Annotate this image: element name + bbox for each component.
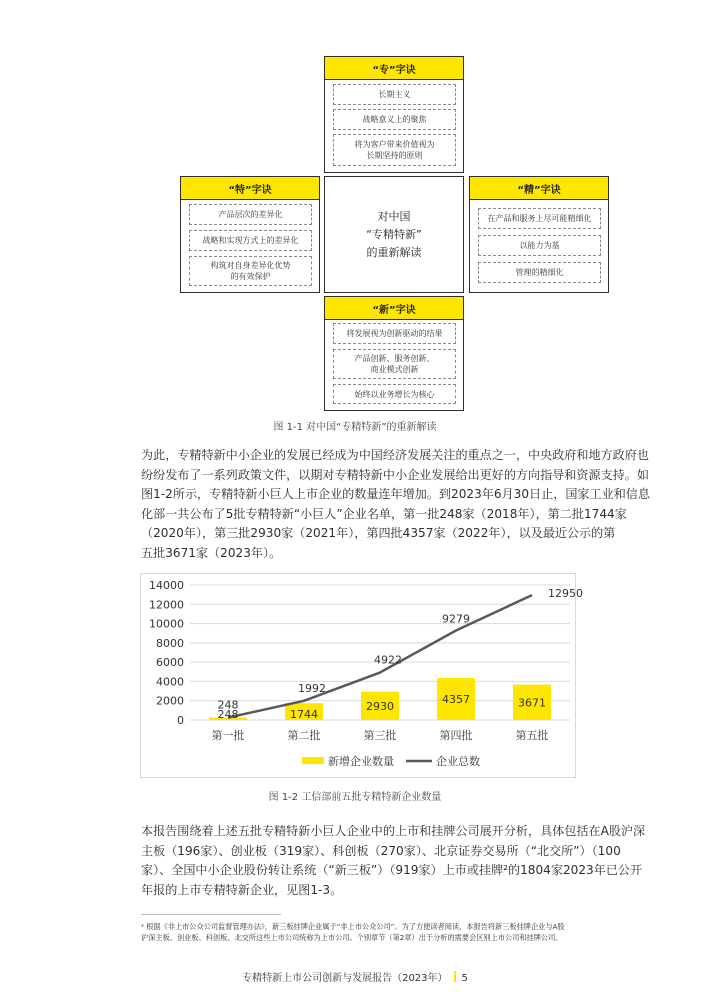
- legend-label: 企业总数: [436, 755, 480, 768]
- y-tick-label: 12000: [149, 598, 184, 612]
- te-item: 构筑对自身差异化优势 的有效保护: [189, 256, 312, 286]
- line-value-label: 12950: [548, 587, 583, 601]
- line-value-label: 4922: [374, 653, 402, 667]
- enterprise-count-chart: [140, 573, 583, 778]
- bar-value-label: 1744: [290, 708, 318, 721]
- center-line: “专精特新”: [366, 228, 422, 241]
- box-te-title: “特”字诀: [181, 177, 319, 200]
- paragraph-line: （2020年），第三批2930家（2021年），第四批4357家（2022年），以及最近公示的第: [141, 526, 616, 540]
- y-tick-label: 14000: [149, 579, 184, 592]
- line-value-label: 1992: [298, 681, 326, 695]
- jing-item: 管理的精细化: [478, 262, 601, 283]
- paragraph-line: 家）、全国中小企业股份转让系统（“新三板”）（919家）上市或挂牌²的1804家2023年已公开: [141, 863, 643, 877]
- paragraph-line: 年报的上市专精特新企业，见图1-3。: [141, 882, 343, 897]
- jing-item: 以能力为基: [478, 235, 601, 256]
- xin-item: 始终以业务增长为核心: [333, 384, 456, 404]
- zhuan-item: 战略意义上的聚焦: [333, 109, 456, 130]
- y-tick-label: 8000: [156, 636, 184, 650]
- footnote: [141, 921, 581, 943]
- x-tick-label: 第一批: [211, 729, 245, 742]
- paragraph-line: 纷纷发布了一系列政策文件，以期对专精特新中小企业发展给出更好的方向指导和资源支持。如: [141, 467, 649, 482]
- paragraph-line: 图1-2所示，专精特新小巨人上市企业的数量连年增加。到2023年6月30日止，国家工业和信息: [141, 487, 650, 501]
- box-xin-title: “新”字诀: [325, 297, 463, 320]
- page-footer: [0, 969, 710, 984]
- xin-item: 产品创新、服务创新、 商业模式创新: [333, 349, 456, 379]
- te-item: 产品层次的差异化: [189, 204, 312, 225]
- paragraph-line: 化部一共公布了5批专精特新“小巨人”企业名单，第一批248家（2018年），第二批1744家: [141, 506, 627, 521]
- legend-swatch-bar: [302, 757, 324, 764]
- bar-value-label: 3671: [518, 696, 546, 710]
- paragraph-line: 为此，专精特新中小企业的发展已经成为中国经济发展关注的重点之一，中央政府和地方政府也: [141, 448, 649, 462]
- footnote-line: 沪深主板、创业板、科创板、北交所这些上市公司统称为上市公司。个别章节（第2章）出于分析的需要会区别上市公司和挂牌公司。: [141, 933, 563, 942]
- paragraph-line: 本报告围绕着上述五批专精特新小巨人企业中的上市和挂牌公司展开分析，具体包括在A股沪深: [141, 824, 646, 838]
- figure-caption-2: 图 1-2 工信部前五批专精特新企业数量: [268, 792, 442, 803]
- paragraph-line: 五批3671家（2023年）。: [141, 545, 282, 560]
- zhuan-item: 长期主义: [333, 84, 456, 105]
- bar-value-label: 4357: [442, 692, 470, 706]
- center-line: 对中国: [377, 210, 411, 223]
- x-tick-label: 第五批: [515, 729, 549, 742]
- footnote-divider: [141, 914, 281, 915]
- y-tick-label: 2000: [156, 694, 184, 708]
- y-tick-label: 0: [177, 714, 184, 727]
- y-tick-label: 6000: [156, 656, 184, 670]
- y-tick-label: 4000: [156, 675, 184, 689]
- footer-separator: [454, 971, 456, 982]
- x-tick-label: 第二批: [287, 729, 321, 742]
- box-te: [180, 176, 320, 293]
- y-tick-label: 10000: [149, 617, 184, 631]
- footnote-line: ² 根据《非上市公众公司监督管理办法》，新三板挂牌企业属于“非上市公众公司”。为了方便读者阅读，本报告将新三板挂牌企业与A股: [141, 922, 565, 931]
- center-line: 的重新解读: [366, 246, 422, 259]
- line-value-label: 9279: [442, 612, 470, 626]
- figure-caption-1: 图 1-1 对中国“专精特新”的重新解读: [273, 422, 437, 433]
- x-tick-label: 第四批: [439, 729, 473, 742]
- zhuan-item: 将为客户带来价值视为 长期坚持的原则: [333, 134, 456, 166]
- jing-item: 在产品和服务上尽可能精细化: [478, 208, 601, 229]
- te-item: 战略和实现方式上的差异化: [189, 230, 312, 251]
- x-tick-label: 第三批: [363, 729, 397, 742]
- box-jing-title: “精”字诀: [470, 177, 608, 200]
- page-number: 5: [461, 973, 468, 984]
- bar-value-label: 2930: [366, 699, 394, 713]
- paragraph-2: [141, 822, 646, 900]
- box-xin: [324, 296, 464, 411]
- paragraph-1: [141, 446, 650, 563]
- footer-title: 专精特新上市公司创新与发展报告（2023年）: [242, 973, 448, 984]
- center-text: [325, 208, 463, 262]
- box-jing: [469, 176, 609, 293]
- line-value-label: 248: [217, 698, 239, 712]
- legend-label: 新增企业数量: [328, 755, 394, 768]
- paragraph-line: 主板（196家）、创业板（319家）、科创板（270家）、北京证券交易所（“北交所”）（100: [141, 843, 621, 858]
- box-center: [324, 176, 464, 293]
- box-zhuan-title: “专”字诀: [325, 57, 463, 80]
- box-zhuan: [324, 56, 464, 173]
- bar-value-label: 248: [217, 708, 239, 721]
- xin-item: 将发展视为创新驱动的结果: [333, 323, 456, 344]
